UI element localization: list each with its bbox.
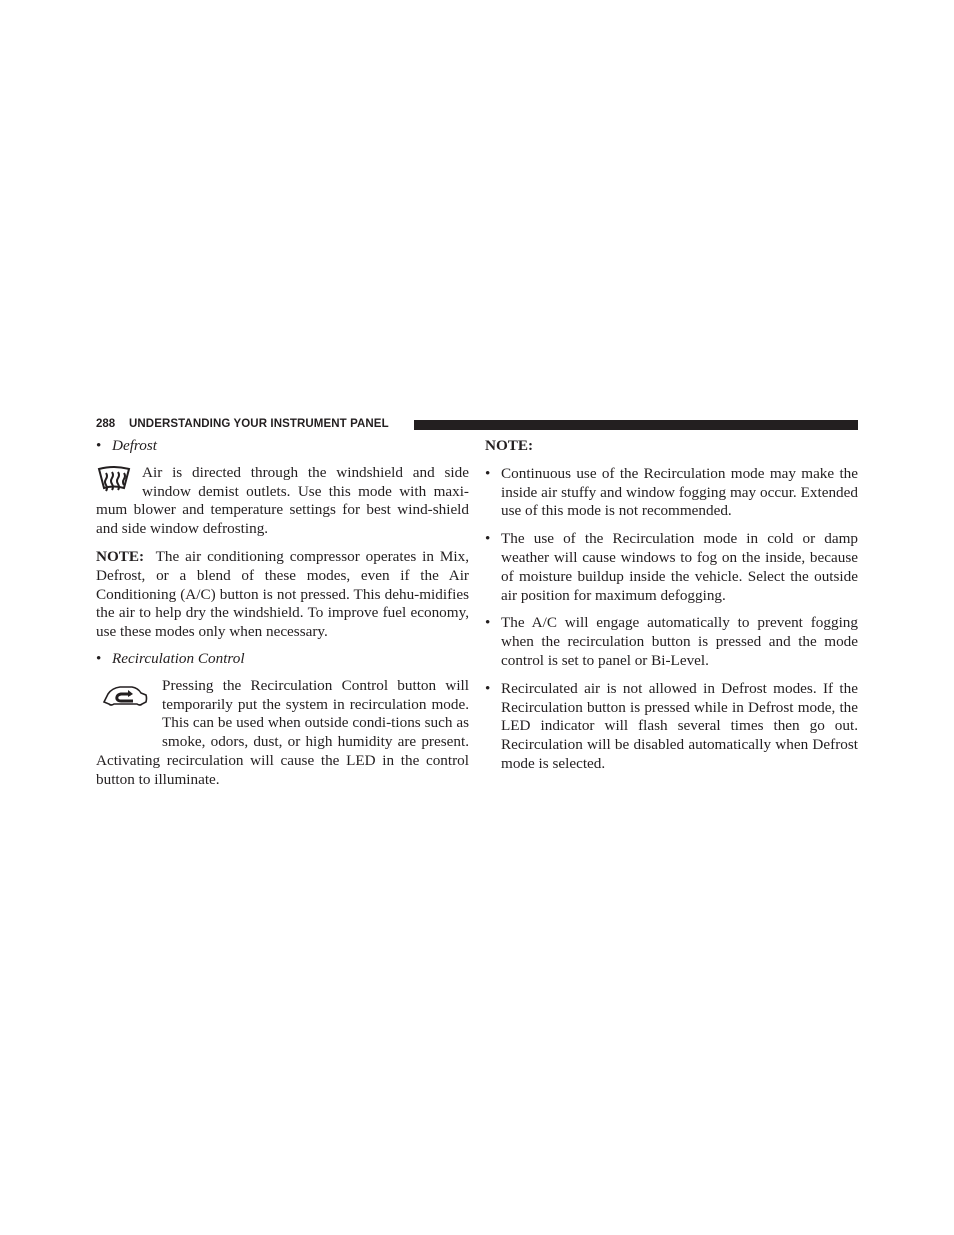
list-item [485,614,858,670]
note-label: NOTE: [96,547,145,565]
list-item [485,680,858,774]
bullet: • [485,679,491,697]
defrost-text: Air is directed through the windshield and side window demist outlets. Use this mode with maxi-mum blower and temperature settings for best wind-shield and side window defrosting. [96,463,469,538]
windshield-defrost-icon [96,466,134,496]
page-header [96,417,858,433]
left-column [96,437,469,790]
right-column [485,437,858,783]
recirculation-heading-line [96,650,469,669]
list-item-text: The use of the Recirculation mode in cold or damp weather will cause windows to fog on the inside, because of moisture buildup inside the vehicle. Select the outside air position for maximum defogging. [501,530,858,604]
defrost-heading: Defrost [112,437,157,454]
list-item-text: Recirculated air is not allowed in Defrost modes. If the Recirculation button is pressed while in Defrost mode, the LED indicator will flash several times then go out. Recirculation will be disabled automatically when Defrost mode is selected. [501,679,858,772]
recirculation-icon [96,677,154,737]
recirculation-text: Pressing the Recirculation Control button will temporarily put the system in recirculation mode. This can be used when outside condi-tions such as smoke, odors, dust, or high humidity are present. Activating recirculation will cause the LED in the control button to illuminate. [96,676,469,788]
bullet: • [96,649,102,667]
note-text: The air conditioning compressor operates in Mix, Defrost, or a blend of these modes, even if the Air Conditioning (A/C) button is not pressed. This dehu-midifies the air to help dry the windshield. To improve fuel economy, use these modes only when necessary. [96,547,469,641]
header-rule [414,420,858,430]
note-list [485,465,858,774]
defrost-heading-line [96,437,469,456]
defrost-paragraph [96,464,469,539]
page-number: 288 [96,418,116,430]
bullet: • [485,530,491,548]
list-item-text: Continuous use of the Recirculation mode may make the inside air stuffy and window fogging may occur. Extended use of this mode is not recommended. [501,464,858,520]
bullet: • [96,437,102,454]
recirculation-paragraph [96,677,469,790]
right-note-label: NOTE: [485,437,534,454]
recirculation-heading: Recirculation Control [112,649,245,667]
bullet: • [485,614,491,632]
note-paragraph [96,548,469,642]
list-item [485,465,858,521]
list-item [485,530,858,605]
bullet: • [485,464,491,482]
list-item-text: The A/C will engage automatically to prevent fogging when the recirculation button is pressed and the mode control is set to panel or Bi-Level. [501,614,858,669]
section-title: UNDERSTANDING YOUR INSTRUMENT PANEL [129,418,389,430]
